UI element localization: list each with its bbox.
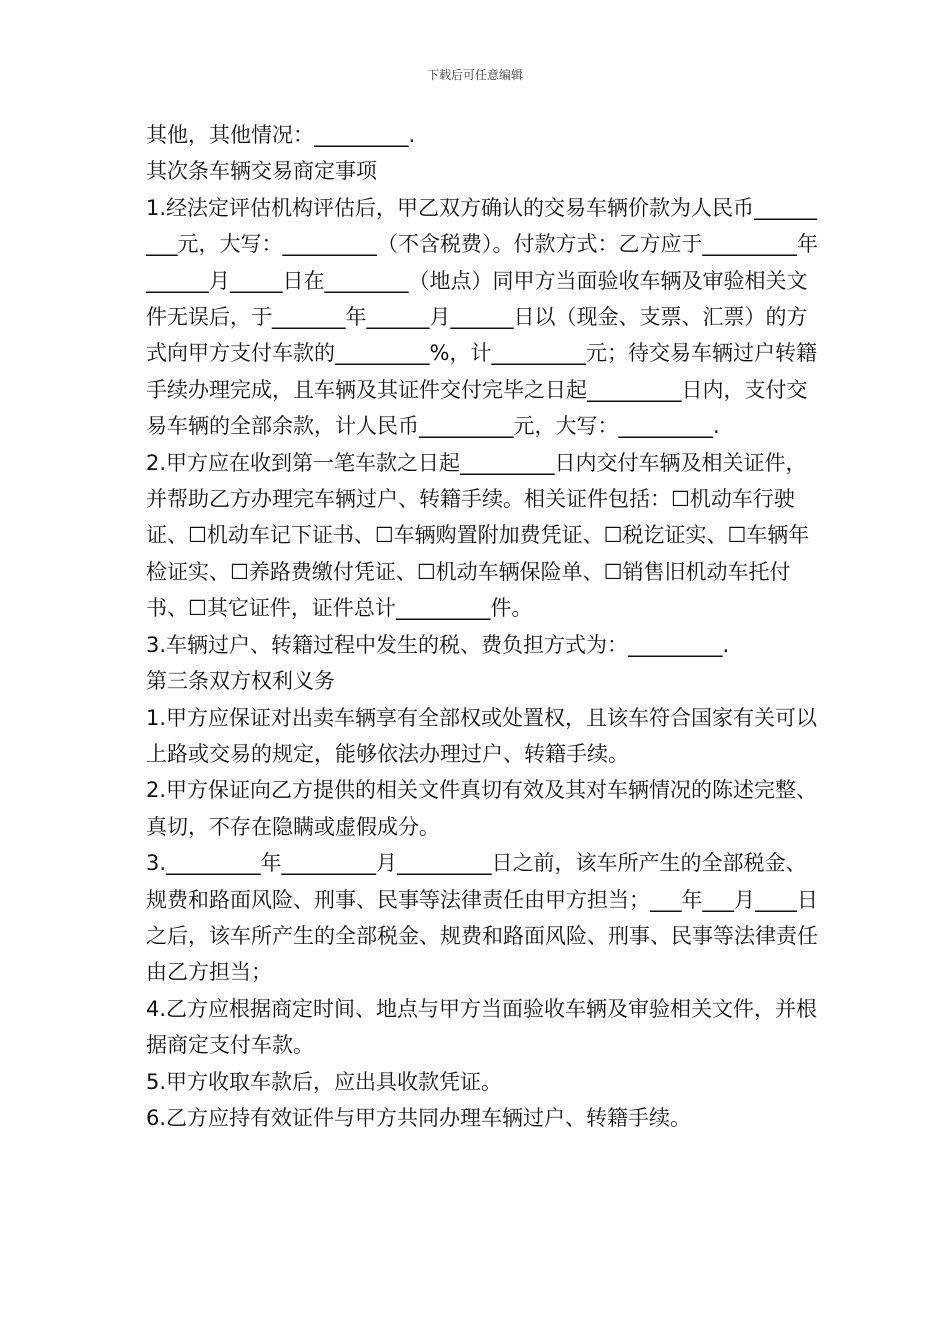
clause-2-2: 2.甲方应在收到第一笔车款之日起_________日内交付车辆及相关证件，并帮助乙方办理完车辆过户、转籍手续。相关证件包括：☐机动车行驶证、☐机动车记下证书、☐车辆购置附加费凭证、☐税讫证实、☐车辆年检证实、☐养路费缴付凭证、☐机动车辆保险单、☐销售旧机动车托付书、☐其它证件，证件总计_________件。 (146, 450, 810, 621)
clause-2-1: 1.经法定评估机构评估后，甲乙双方确认的交易车辆价款为人民币_________元，大写：_________（不含税费）。付款方式：乙方应于_________年______月_____日在________（地点）同甲方当面验收车辆及审验相关文件无误后，于_______年______月______日以（现金、支票、汇票）的方式向甲方支付车款的_________%，计_________元；待交易车辆过户转籍手续办理完成，且车辆及其证件交付完毕之日起_________日内，支付交易车辆的全部余款，计人民币_________元，大写：_________. (146, 195, 818, 439)
clause-3-3: 3._________年_________月_________日之前，该车所产生的全部税金、规费和路面风险、刑事、民事等法律责任由甲方担当；___年___月____日之后，该车所产生的全部税金、规费和路面风险、刑事、民事等法律责任由乙方担当； (146, 851, 818, 985)
section-heading-3: 第三条双方权利义务 (146, 669, 335, 694)
clause-3-4: 4.乙方应根据商定时间、地点与甲方当面验收车辆及审验相关文件，并根据商定支付车款。 (146, 996, 818, 1058)
clause-2-3: 3.车辆过户、转籍过程中发生的税、费负担方式为：_________. (146, 632, 730, 657)
clause-3-1: 1.甲方应保证对出卖车辆享有全部权或处置权，且该车符合国家有关可以上路或交易的规定，能够依法办理过户、转籍手续。 (146, 705, 818, 766)
section-heading-2: 其次条车辆交易商定事项 (146, 159, 377, 184)
clause-3-5: 5.甲方收取车款后，应出具收款凭证。 (146, 1069, 503, 1094)
clause-3-2: 2.甲方保证向乙方提供的相关文件真切有效及其对车辆情况的陈述完整、真切，不存在隐瞒或虚假成分。 (146, 778, 818, 839)
clause-3-6: 6.乙方应持有效证件与甲方共同办理车辆过户、转籍手续。 (146, 1105, 692, 1130)
paragraph-other-situation: 其他，其他情况：_________. (146, 123, 416, 147)
document-body (146, 117, 822, 1136)
page-header: 下载后可任意编辑 (426, 68, 523, 82)
